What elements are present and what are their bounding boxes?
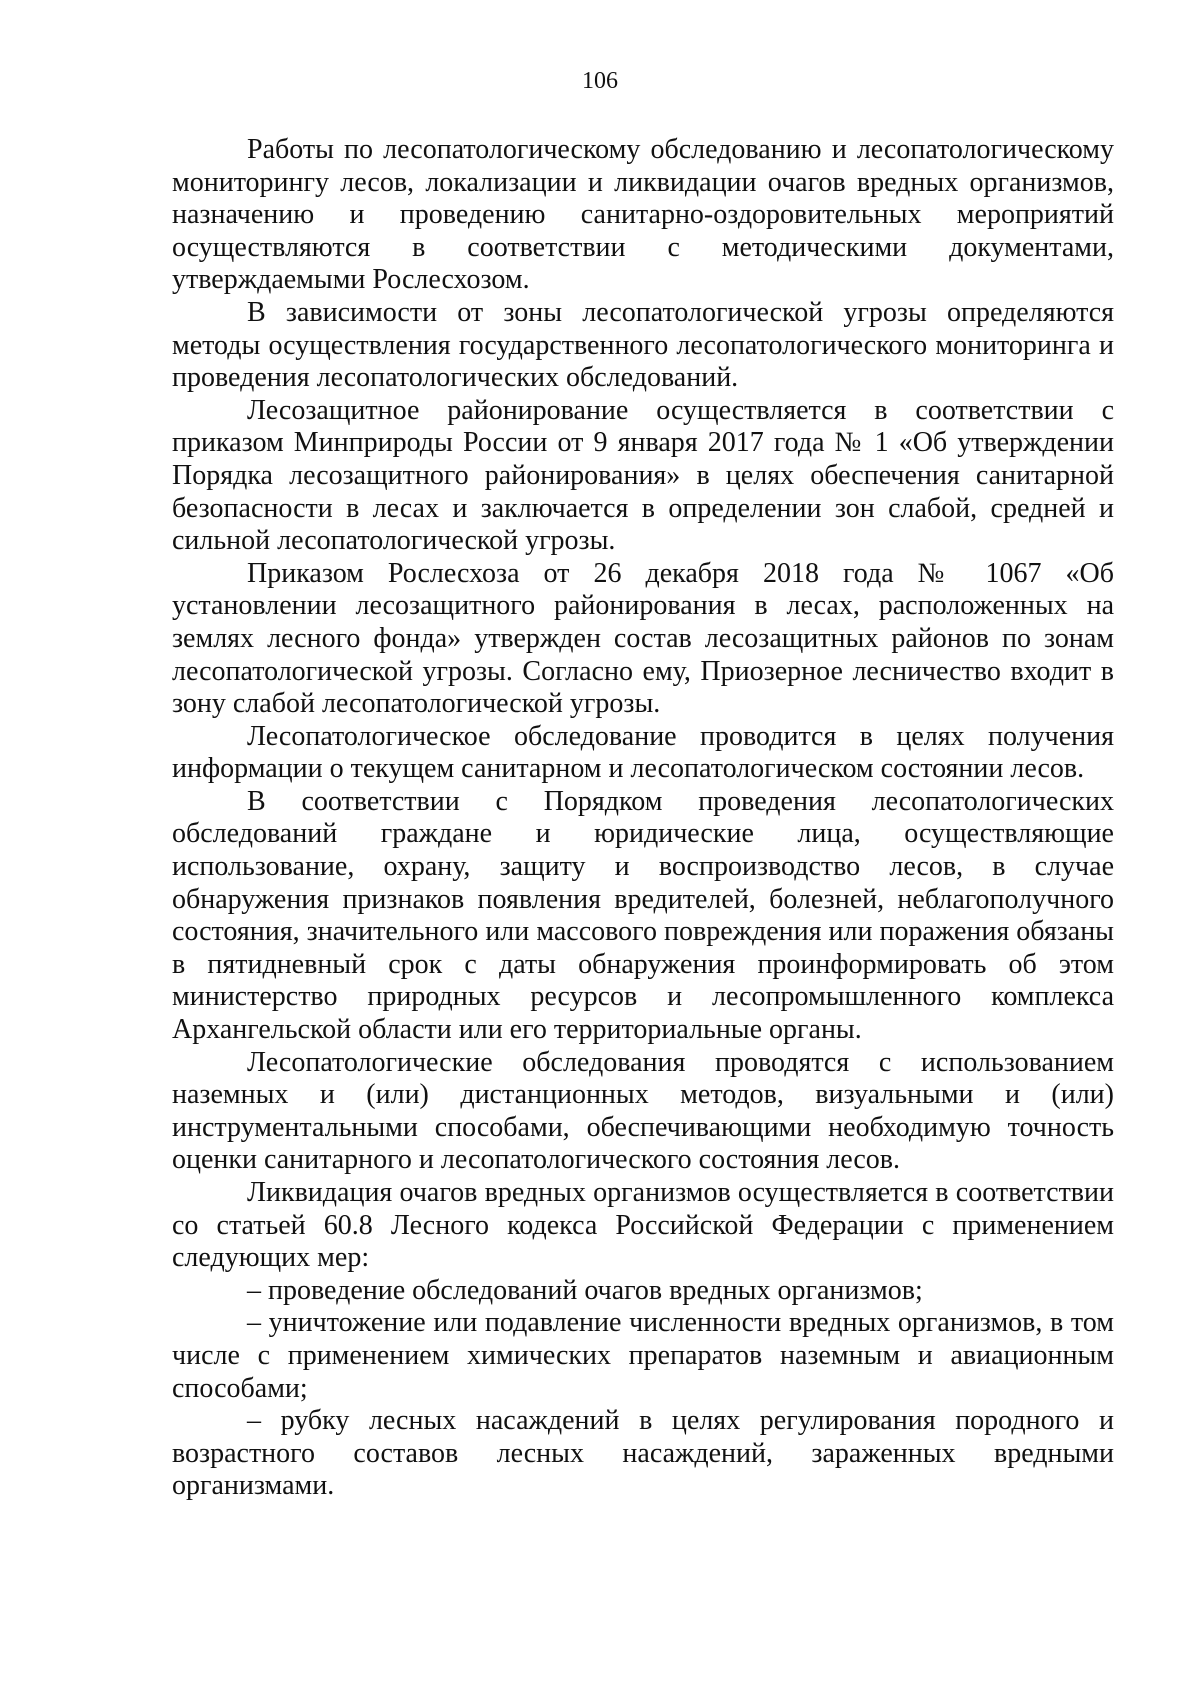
list-item-pest-suppression: – уничтожение или подавление численности вредных организмов, в том числе с применением химических препаратов наземным и авиационным способами; bbox=[172, 1307, 1114, 1404]
paragraph-forest-protection-zoning: Лесозащитное районирование осуществляется в соответствии с приказом Минприроды России от 9 января 2017 года № 1 «Об утверждении Порядка лесозащитного районирования» в целях обеспечения санитарной безопасности в лесах и заключается в определении зон слабой, средней и сильной лесопатологической угрозы. bbox=[172, 394, 1114, 557]
document-body bbox=[172, 134, 1114, 1503]
list-item-foci-surveys: – проведение обследований очагов вредных организмов; bbox=[247, 1274, 923, 1306]
paragraph-reporting-duty: В соответствии с Порядком проведения лесопатологических обследований граждане и юридические лица, осуществляющие использование, охрану, защиту и воспроизводство лесов, в случае обнаружения признаков появления вредителей, болезней, неблагополучного состояния, значительного или массового повреждения или поражения обязаны в пятидневный срок с даты обнаружения проинформировать об этом министерство природных ресурсов и лесопромышленного комплекса Архангельской области или его территориальные органы. bbox=[172, 785, 1114, 1046]
paragraph-survey-purpose: Лесопатологическое обследование проводится в целях получения информации о текущем санитарном и лесопатологическом состоянии лесов. bbox=[172, 720, 1114, 785]
paragraph-threat-zone-methods: В зависимости от зоны лесопатологической угрозы определяются методы осуществления государственного лесопатологического мониторинга и проведения лесопатологических обследований. bbox=[172, 296, 1114, 394]
paragraph-rosleskhoz-order: Приказом Рослесхоза от 26 декабря 2018 года № 1067 «Об установлении лесозащитного районирования в лесах, расположенных на землях лесного фонда» утвержден состав лесозащитных районов по зонам лесопатологической угрозы. Согласно ему, Приозерное лесничество входит в зону слабой лесопатологической угрозы. bbox=[172, 557, 1114, 720]
paragraph-survey-works: Работы по лесопатологическому обследованию и лесопатологическому мониторингу лесов, локализации и ликвидации очагов вредных организмов, назначению и проведению санитарно-оздоровительных мероприятий осуществляются в соответствии с методическими документами, утверждаемыми Рослесхозом. bbox=[172, 134, 1114, 296]
paragraph-survey-methods: Лесопатологические обследования проводятся с использованием наземных и (или) дистанционных методов, визуальными и (или) инструментальными способами, обеспечивающими необходимую точность оценки санитарного и лесопатологического состояния лесов. bbox=[172, 1046, 1114, 1176]
page-number: 106 bbox=[582, 68, 618, 94]
list-item-felling: – рубку лесных насаждений в целях регулирования породного и возрастного составов лесных насаждений, зараженных вредными организмами. bbox=[172, 1405, 1114, 1502]
paragraph-liquidation-measures: Ликвидация очагов вредных организмов осуществляется в соответствии со статьей 60.8 Лесного кодекса Российской Федерации с применением следующих мер: bbox=[172, 1177, 1114, 1274]
